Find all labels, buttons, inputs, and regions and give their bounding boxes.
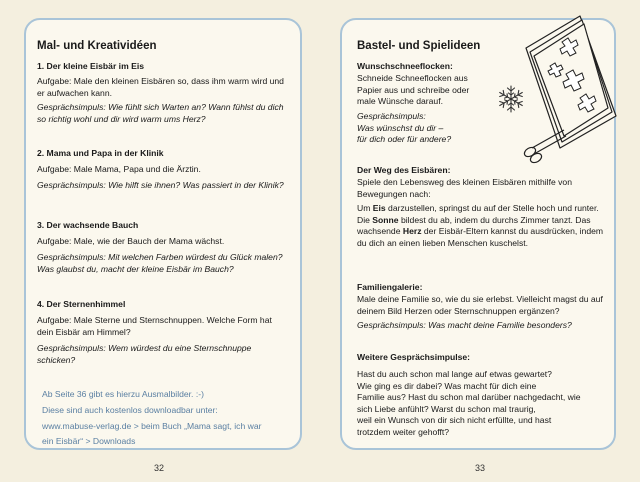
note-line: Diese sind auch kostenlos downloadbar unter: bbox=[42, 404, 218, 415]
weitere-heading: Weitere Gesprächsimpulse: bbox=[357, 352, 471, 362]
weg-heading: Der Weg des Eisbären: bbox=[357, 165, 451, 175]
text-run: Um bbox=[357, 203, 373, 213]
familie-heading: Familiengalerie: bbox=[357, 282, 423, 292]
section-1-task: Aufgabe: Male den kleinen Eisbären so, dass ihm warm wird und er aufwachen kann. bbox=[37, 76, 284, 98]
right-page-title: Bastel- und Spielideen bbox=[357, 40, 481, 52]
section-4-heading: 4. Der Sternenhimmel bbox=[37, 299, 126, 309]
impulse-line: für dich oder für andere? bbox=[357, 134, 452, 145]
familie-text: Male deine Familie so, wie du sie erlebst. Vielleicht magst du auf deinem Bild Herzen oder Sternschnuppen ergänzen? bbox=[357, 294, 603, 316]
weitere-line: weil ein Wunsch von dir sich nicht erfüllte, und hast bbox=[357, 415, 552, 426]
section-4-impulse: Gesprächsimpuls: Wem würdest du eine Sternschnuppe schicken? bbox=[37, 343, 252, 365]
weitere-line: Wie ging es dir dabei? Was macht für dich eine bbox=[357, 380, 537, 391]
wunsch-impulse bbox=[357, 111, 497, 146]
text-run: darzustellen, springst du auf der Stelle hoch und runter. Die bbox=[357, 203, 599, 225]
section-2-task: Aufgabe: Male Mama, Papa und die Ärztin. bbox=[37, 164, 201, 174]
note-line: www.mabuse-verlag.de > beim Buch „Mama sagt, ich war bbox=[42, 420, 262, 431]
impulse-line: Was wünschst du dir – bbox=[357, 122, 444, 133]
section-4-task: Aufgabe: Male Sterne und Sternschnuppen. Welche Form hat dein Eisbär am Himmel? bbox=[37, 315, 272, 337]
weitere-line: trotzdem weiter gehofft? bbox=[357, 426, 450, 437]
text-run: der Eisbär-Eltern kannst du ausdrücken, indem du dich an einen lieben Menschen kuschelst. bbox=[357, 226, 604, 248]
note-line: Ab Seite 36 gibt es hierzu Ausmalbilder. :-) bbox=[42, 389, 204, 399]
weitere-line: Hast du auch schon mal lange auf etwas gewartet? bbox=[357, 369, 552, 379]
section-3-task: Aufgabe: Male, wie der Bauch der Mama wächst. bbox=[37, 236, 225, 246]
weg-description bbox=[357, 203, 607, 249]
download-note bbox=[42, 387, 297, 450]
wunsch-text: Schneide Schneeflocken aus Papier aus und schreibe oder male Wünsche darauf. bbox=[357, 73, 470, 107]
wunsch-heading: Wunschschneeflocken: bbox=[357, 61, 453, 71]
familie-impulse: Gesprächsimpuls: Was macht deine Familie besonders? bbox=[357, 320, 572, 330]
impulse-line: Gesprächsimpuls: bbox=[357, 111, 426, 121]
weitere-line: sich Liebe anfühlt? Warst du schon mal traurig, bbox=[357, 403, 536, 414]
weg-text: Spiele den Lebensweg des kleinen Eisbären mithilfe von Bewegungen nach: bbox=[357, 177, 572, 199]
weitere-line: Familie aus? Hast du schon mal darüber nachgedacht, wie bbox=[357, 392, 581, 403]
keyword-eis: Eis bbox=[372, 203, 386, 213]
text-run: bildest du ab, indem du durchs Zimmer tanzt. Das wachsende bbox=[357, 214, 591, 237]
left-page-number: 32 bbox=[154, 463, 165, 473]
section-1-heading: 1. Der kleine Eisbär im Eis bbox=[37, 61, 144, 71]
section-1-impulse: Gesprächsimpuls: Wie fühlt sich Warten an? Wann fühlst du dich so richtig wohl und dir wird warm ums Herz? bbox=[37, 102, 284, 124]
section-2-heading: 2. Mama und Papa in der Klinik bbox=[37, 148, 164, 158]
section-3-impulse: Gesprächsimpuls: Mit welchen Farben würdest du Glück malen? Was glaubst du, macht der kleine Eisbär im Bauch? bbox=[37, 252, 283, 274]
note-line: ein Eisbär“ > Downloads bbox=[42, 436, 136, 447]
keyword-herz: Herz bbox=[402, 226, 422, 237]
section-2-impulse: Gesprächsimpuls: Wie hilft sie ihnen? Was passiert in der Klinik? bbox=[37, 180, 284, 190]
weitere-text bbox=[357, 369, 619, 439]
keyword-sonne: Sonne bbox=[372, 214, 399, 225]
right-page-number: 33 bbox=[475, 463, 486, 473]
section-3-heading: 3. Der wachsende Bauch bbox=[37, 220, 139, 230]
left-page-title: Mal- und Kreatividéen bbox=[37, 40, 157, 52]
paper-and-scissors-icon bbox=[520, 8, 620, 168]
